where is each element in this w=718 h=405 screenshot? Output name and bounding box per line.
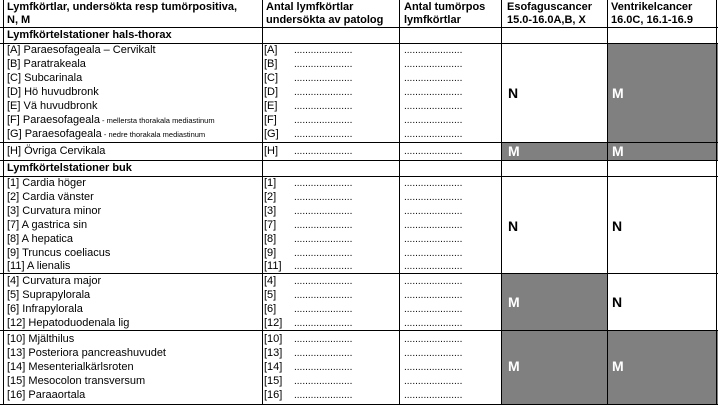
rule-col3-right	[501, 0, 502, 405]
row-positive-dots: .....................	[404, 348, 463, 359]
rule-section2-bottom	[0, 176, 718, 177]
row-positive-dots: .....................	[404, 129, 463, 140]
rule-col4-right	[607, 0, 608, 405]
row-code: [H]	[264, 145, 279, 157]
header-col1-line2: N, M	[7, 14, 31, 26]
row-examined-dots: .....................	[294, 178, 353, 189]
row-examined-dots: .....................	[294, 115, 353, 126]
row-code: [C]	[264, 72, 279, 84]
row-code: [2]	[264, 191, 277, 203]
row-examined-dots: .....................	[294, 45, 353, 56]
header-col3	[404, 1, 485, 27]
row-positive-dots: .....................	[404, 318, 463, 329]
row-label: [H] Övriga Cervikala	[7, 145, 106, 157]
ventrikel-ovriga-cervikala-shade	[608, 143, 718, 160]
header-col2-line1: Antal lymfkörtlar	[266, 1, 354, 13]
row-label-main: [F] Paraesofageala	[7, 114, 100, 126]
row-positive-dots: .....................	[404, 87, 463, 98]
row-label: [1] Cardia höger	[7, 177, 86, 189]
row-positive-dots: .....................	[404, 178, 463, 189]
row-examined-dots: .....................	[294, 348, 353, 359]
rule-col1-right	[262, 0, 263, 405]
row-label: [7] A gastrica sin	[7, 219, 88, 231]
row-label: [15] Mesocolon transversum	[7, 375, 146, 387]
row-code: [11]	[264, 260, 282, 272]
row-positive-dots: .....................	[404, 304, 463, 315]
row-label: [12] Hepatoduodenala lig	[7, 317, 130, 329]
row-code: [5]	[264, 289, 277, 301]
row-label: [4] Curvatura major	[7, 275, 102, 287]
row-label: [11] A lienalis	[7, 260, 71, 272]
row-label: [2] Cardia vänster	[7, 191, 94, 203]
row-positive-dots: .....................	[404, 390, 463, 401]
row-code: [12]	[264, 317, 283, 329]
header-col4-line1: Esofaguscancer	[507, 1, 592, 13]
row-positive-dots: .....................	[404, 206, 463, 217]
row-code: [4]	[264, 275, 277, 287]
row-code: [15]	[264, 375, 283, 387]
row-label: [D] Hö huvudbronk	[7, 86, 99, 98]
row-examined-dots: .....................	[294, 261, 353, 272]
ventrikel-mark-group5: M	[612, 358, 624, 374]
row-positive-dots: .....................	[404, 234, 463, 245]
section-hals-thorax: Lymfkörtelstationer hals-thorax	[7, 29, 172, 41]
row-label: [B] Paratrakeala	[7, 58, 86, 70]
row-examined-dots: .....................	[294, 376, 353, 387]
ventrikel-mark-group1: M	[612, 85, 624, 101]
row-examined-dots: .....................	[294, 318, 353, 329]
esofagus-mark-group3: N	[508, 218, 519, 234]
ventrikel-mark-group3: N	[612, 218, 623, 234]
row-examined-dots: .....................	[294, 362, 353, 373]
rule-group2-bottom	[0, 160, 718, 161]
row-label: [13] Posteriora pancreashuvudet	[7, 347, 166, 359]
ventrikel-hals-thorax-shade	[608, 44, 718, 143]
row-positive-dots: .....................	[404, 73, 463, 84]
row-code: [14]	[264, 361, 283, 373]
row-label: [9] Truncus coeliacus	[7, 247, 111, 259]
row-code: [9]	[264, 247, 277, 259]
esofagus-mark-group2: M	[508, 143, 520, 159]
row-examined-dots: .....................	[294, 234, 353, 245]
esofagus-mark-group5: M	[508, 358, 520, 374]
row-code: [D]	[264, 86, 279, 98]
row-code: [3]	[264, 205, 277, 217]
row-positive-dots: .....................	[404, 146, 463, 157]
rule-col2-right	[399, 0, 400, 405]
esofagus-mark-group1: N	[508, 85, 519, 101]
header-col4	[507, 1, 592, 27]
row-label-main: [G] Paraesofageala	[7, 128, 102, 140]
row-label-suffix: - nedre thorakala mediastinum	[101, 130, 206, 139]
row-examined-dots: .....................	[294, 129, 353, 140]
row-code: [E]	[264, 100, 278, 112]
row-positive-dots: .....................	[404, 376, 463, 387]
row-positive-dots: .....................	[404, 45, 463, 56]
ventrikel-mark-group4: N	[612, 294, 623, 310]
rule-header-bottom	[0, 27, 718, 28]
row-positive-dots: .....................	[404, 115, 463, 126]
row-examined-dots: .....................	[294, 334, 353, 345]
header-col4-line2: 15.0-16.0A,B, X	[507, 14, 586, 26]
row-positive-dots: .....................	[404, 192, 463, 203]
row-label: [16] Paraaortala	[7, 389, 86, 401]
esofagus-mark-group4: M	[508, 294, 520, 310]
row-code: [10]	[264, 333, 283, 345]
section-buk: Lymfkörtelstationer buk	[7, 162, 132, 174]
row-positive-dots: .....................	[404, 59, 463, 70]
row-code: [B]	[264, 58, 278, 70]
row-examined-dots: .....................	[294, 73, 353, 84]
row-label: [14] Mesenterialkärlsroten	[7, 361, 134, 373]
row-examined-dots: .....................	[294, 276, 353, 287]
row-code: [1]	[264, 177, 277, 189]
row-positive-dots: .....................	[404, 334, 463, 345]
row-positive-dots: .....................	[404, 276, 463, 287]
row-label: [3] Curvatura minor	[7, 205, 102, 217]
rule-col-left	[3, 0, 4, 405]
row-code: [8]	[264, 233, 277, 245]
header-col3-line1: Antal tumörpos	[404, 1, 486, 13]
ventrikel-mark-group2: M	[612, 143, 624, 159]
header-col2	[266, 1, 383, 27]
row-code: [6]	[264, 303, 277, 315]
header-col3-line2: lymfkörtlar	[404, 14, 461, 26]
rule-group3-bottom	[0, 273, 718, 274]
row-label	[7, 128, 205, 141]
row-label: [10] Mjälthilus	[7, 333, 75, 345]
header-col1	[7, 1, 237, 27]
row-examined-dots: .....................	[294, 220, 353, 231]
row-label: [E] Vä huvudbronk	[7, 100, 98, 112]
row-label	[7, 114, 215, 127]
row-examined-dots: .....................	[294, 59, 353, 70]
row-label: [6] Infrapylorala	[7, 303, 83, 315]
header-col2-line2: undersökta av patolog	[266, 14, 384, 26]
row-positive-dots: .....................	[404, 261, 463, 272]
row-examined-dots: .....................	[294, 87, 353, 98]
rule-group4-bottom	[0, 330, 718, 331]
ventrikel-group5-shade	[608, 331, 718, 405]
row-label: [5] Suprapylorala	[7, 289, 91, 301]
row-label-suffix: - mellersta thorakala mediastinum	[99, 116, 215, 125]
row-code: [F]	[264, 114, 277, 126]
rule-group1-bottom	[0, 142, 718, 143]
row-positive-dots: .....................	[404, 248, 463, 259]
header-col1-line1: Lymfkörtlar, undersökta resp tumörpositiva,	[7, 1, 238, 13]
header-col5-line1: Ventrikelcancer	[611, 1, 693, 13]
row-examined-dots: .....................	[294, 146, 353, 157]
row-examined-dots: .....................	[294, 206, 353, 217]
row-examined-dots: .....................	[294, 304, 353, 315]
row-code: [16]	[264, 389, 283, 401]
row-label: [C] Subcarinala	[7, 72, 83, 84]
row-code: [A]	[264, 44, 278, 56]
row-positive-dots: .....................	[404, 220, 463, 231]
row-positive-dots: .....................	[404, 101, 463, 112]
header-col5-line2: 16.0C, 16.1-16.9	[611, 14, 693, 26]
row-code: [13]	[264, 347, 283, 359]
row-code: [7]	[264, 219, 277, 231]
row-label: [8] A hepatica	[7, 233, 74, 245]
header-col5	[611, 1, 693, 27]
row-positive-dots: .....................	[404, 362, 463, 373]
row-examined-dots: .....................	[294, 390, 353, 401]
row-examined-dots: .....................	[294, 290, 353, 301]
row-code: [G]	[264, 128, 279, 140]
row-label: [A] Paraesofageala – Cervikalt	[7, 44, 156, 56]
row-examined-dots: .....................	[294, 192, 353, 203]
row-examined-dots: .....................	[294, 248, 353, 259]
row-examined-dots: .....................	[294, 101, 353, 112]
row-positive-dots: .....................	[404, 290, 463, 301]
rule-col-right	[716, 0, 717, 405]
